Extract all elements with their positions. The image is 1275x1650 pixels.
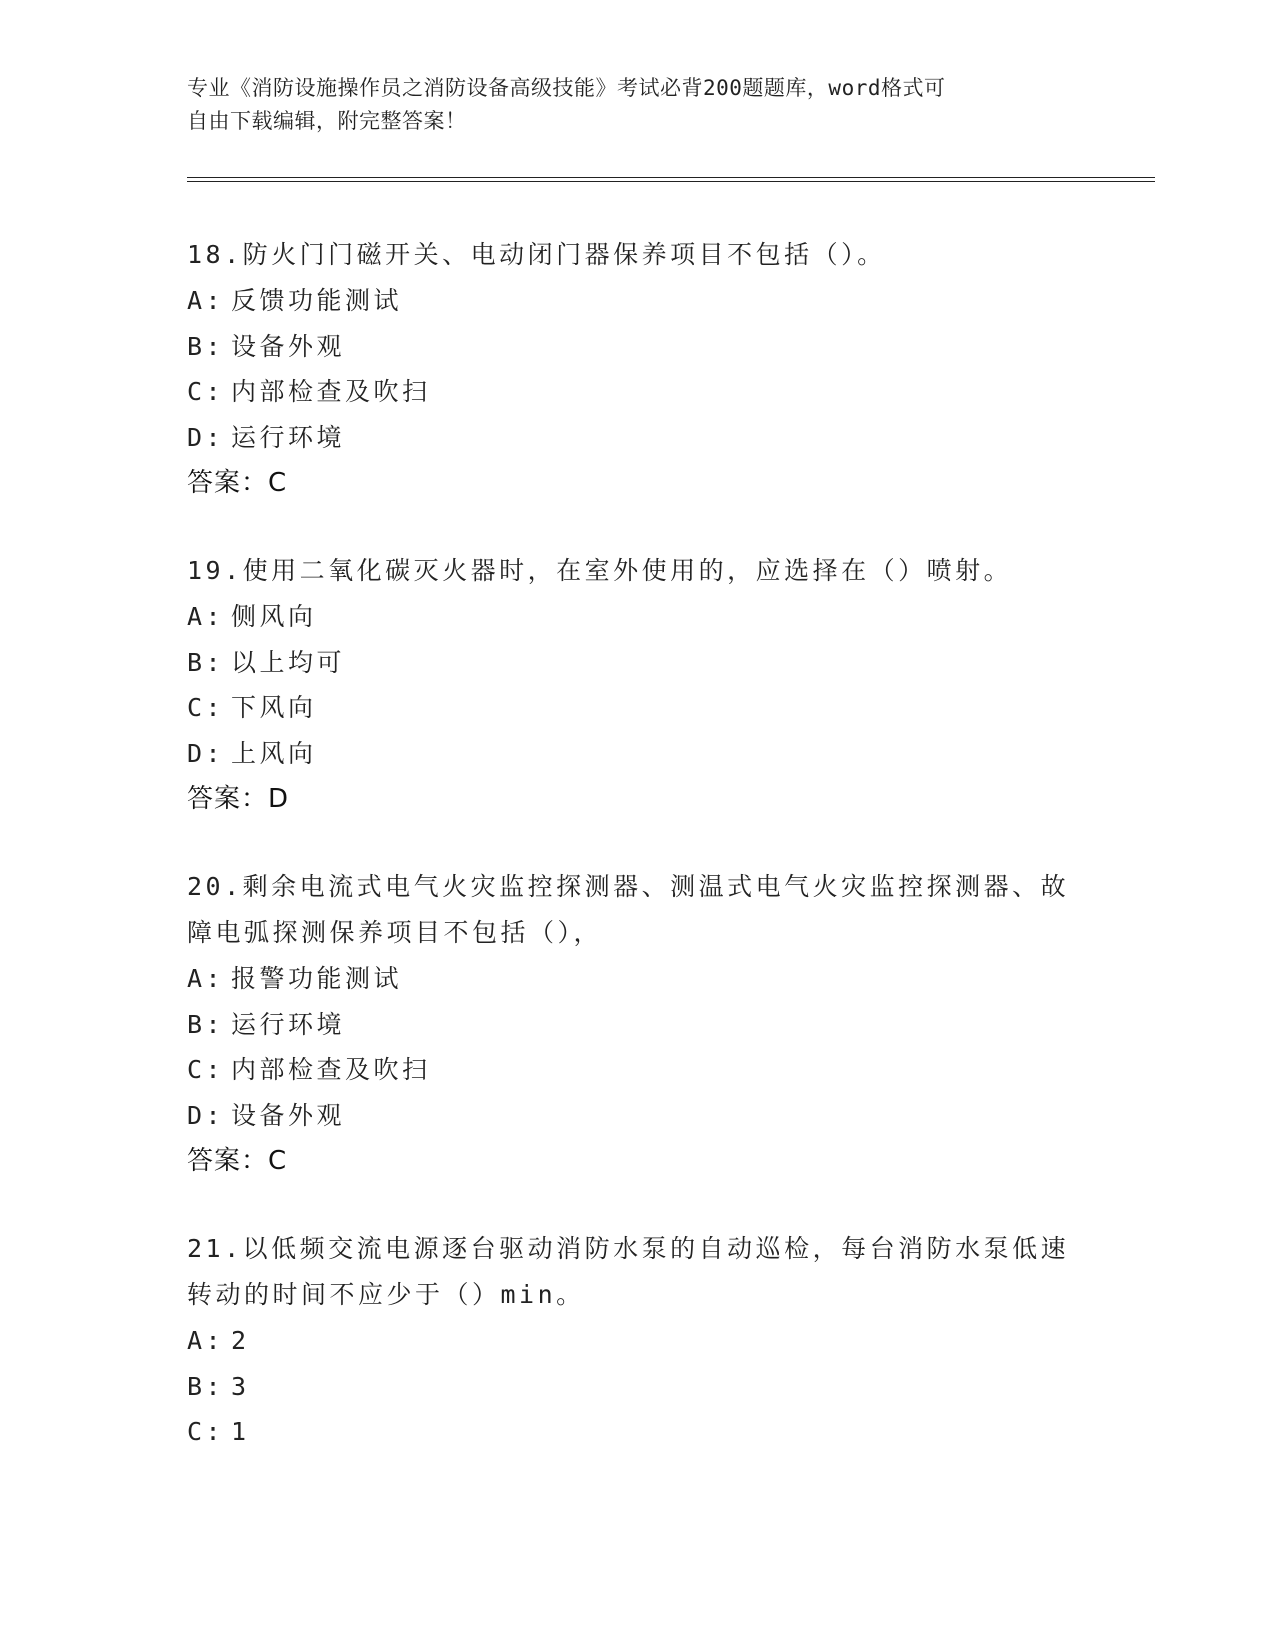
option-d (187, 1093, 1077, 1139)
option-text: 设备外观 (231, 331, 346, 361)
option-letter: C: (187, 693, 225, 722)
option-b (187, 324, 1077, 370)
option-letter: B: (187, 331, 225, 361)
option-letter: C: (187, 377, 225, 406)
option-letter: D: (187, 422, 225, 452)
option-text: 运行环境 (231, 422, 346, 452)
option-d (187, 415, 1077, 461)
question-18 (187, 232, 1077, 506)
question-stem: 20.剩余电流式电气火灾监控探测器、测温式电气火灾监控探测器、故障电弧探测保养项目不包括（）， (187, 872, 1070, 947)
header-title-line-1: 专业《消防设施操作员之消防设备高级技能》考试必背200题题库，word格式可 (187, 76, 946, 100)
option-c (187, 685, 1077, 731)
option-letter: D: (187, 1100, 225, 1130)
answer-line: 答案：C (187, 468, 288, 498)
option-b (187, 1364, 1077, 1410)
question-19 (187, 548, 1077, 822)
option-text: 设备外观 (231, 1100, 346, 1130)
answer-line: 答案：C (187, 1146, 288, 1176)
option-letter: B: (187, 647, 225, 677)
option-letter: D: (187, 738, 225, 768)
option-text: 2 (231, 1326, 250, 1355)
question-list (187, 232, 1077, 1497)
option-d (187, 731, 1077, 777)
option-text: 内部检查及吹扫 (231, 1055, 431, 1084)
option-b (187, 640, 1077, 686)
option-text: 报警功能测试 (231, 964, 403, 993)
header-divider (187, 177, 1155, 182)
question-stem: 18.防火门门磁开关、电动闭门器保养项目不包括（）。 (187, 240, 886, 269)
option-letter: A: (187, 286, 225, 315)
option-letter: B: (187, 1009, 225, 1039)
option-b (187, 1002, 1077, 1048)
document-header (187, 72, 1067, 138)
option-a (187, 278, 1077, 324)
question-stem: 19.使用二氧化碳灭火器时，在室外使用的，应选择在（）喷射。 (187, 556, 1013, 585)
option-text: 以上均可 (231, 647, 346, 677)
header-title-line-2: 自由下载编辑，附完整答案！ (187, 109, 467, 133)
option-text: 运行环境 (231, 1009, 346, 1039)
option-text: 反馈功能测试 (231, 286, 403, 315)
question-stem: 21.以低频交流电源逐台驱动消防水泵的自动巡检，每台消防水泵低速转动的时间不应少于（）min。 (187, 1234, 1070, 1309)
option-text: 上风向 (231, 738, 317, 768)
option-a (187, 956, 1077, 1002)
option-text: 侧风向 (231, 602, 317, 631)
answer-line: 答案：D (187, 784, 290, 814)
option-letter: C: (187, 1417, 225, 1446)
option-letter: C: (187, 1055, 225, 1084)
option-a (187, 594, 1077, 640)
option-letter: A: (187, 964, 225, 993)
option-text: 内部检查及吹扫 (231, 377, 431, 406)
option-a (187, 1318, 1077, 1364)
option-letter: A: (187, 1326, 225, 1355)
option-text: 1 (231, 1417, 250, 1446)
option-c (187, 1047, 1077, 1093)
question-20 (187, 864, 1077, 1184)
option-c (187, 1409, 1077, 1455)
option-c (187, 369, 1077, 415)
question-21 (187, 1226, 1077, 1455)
option-letter: B: (187, 1371, 225, 1401)
option-letter: A: (187, 602, 225, 631)
option-text: 下风向 (231, 693, 317, 722)
option-text: 3 (231, 1371, 250, 1401)
